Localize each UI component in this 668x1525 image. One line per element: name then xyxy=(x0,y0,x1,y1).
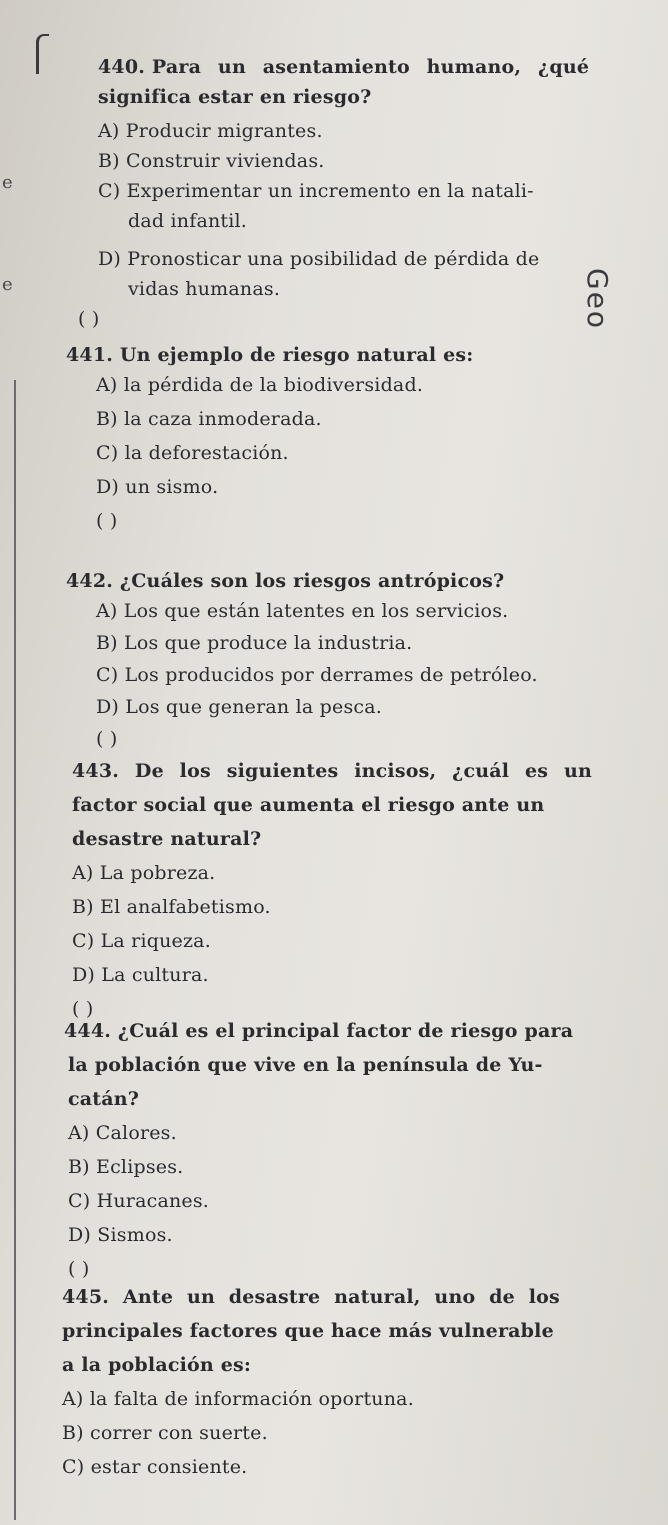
option-c-cont: dad infantil. xyxy=(128,210,248,232)
question-text xyxy=(72,756,602,786)
question-number: 444. xyxy=(64,1020,112,1042)
answer-blank[interactable]: ( ) xyxy=(96,728,118,750)
question-445 xyxy=(62,1282,592,1482)
option-b: B) Construir viviendas. xyxy=(98,150,325,172)
question-text xyxy=(66,340,596,370)
question-443 xyxy=(72,756,602,1024)
option-c: C) Huracanes. xyxy=(68,1190,210,1212)
question-line: principales factores que hace más vulnerable xyxy=(62,1320,554,1342)
option-c: C) estar consiente. xyxy=(62,1456,248,1478)
section-tab-label: Geo xyxy=(581,268,614,331)
question-442 xyxy=(66,566,596,754)
question-line: ¿Cuáles son los riesgos antrópicos? xyxy=(119,570,505,592)
question-line: De los siguientes incisos, ¿cuál es un xyxy=(134,760,592,782)
option-a: A) La pobreza. xyxy=(72,862,216,884)
question-444 xyxy=(64,1016,594,1284)
answer-blank[interactable]: ( ) xyxy=(72,998,94,1020)
question-line: Un ejemplo de riesgo natural es: xyxy=(119,344,474,366)
option-d: D) La cultura. xyxy=(72,964,209,986)
option-a: A) Calores. xyxy=(68,1122,177,1144)
question-line: catán? xyxy=(68,1088,140,1110)
question-number: 442. xyxy=(66,570,114,592)
edge-letter: e xyxy=(2,274,13,295)
option-b: B) Eclipses. xyxy=(68,1156,184,1178)
question-line: Para un asentamiento humano, ¿qué xyxy=(151,56,590,78)
option-c: C) Los producidos por derrames de petróleo. xyxy=(96,664,538,686)
page-margin-mark xyxy=(36,34,49,74)
option-d: D) Sismos. xyxy=(68,1224,173,1246)
option-d: D) un sismo. xyxy=(96,476,219,498)
option-a: A) Producir migrantes. xyxy=(98,120,323,142)
option-a: A) la falta de información oportuna. xyxy=(62,1388,414,1410)
answer-blank[interactable]: ( ) xyxy=(68,1258,90,1280)
question-line: desastre natural? xyxy=(72,828,262,850)
option-d: D) Los que generan la pesca. xyxy=(96,696,382,718)
question-line: factor social que aumenta el riesgo ante un xyxy=(72,794,545,816)
question-text xyxy=(66,566,596,596)
option-a: A) Los que están latentes en los servicios. xyxy=(96,600,509,622)
question-number: 441. xyxy=(66,344,114,366)
answer-blank[interactable]: ( ) xyxy=(96,510,118,532)
page-margin-line xyxy=(14,380,16,1520)
question-number: 440. xyxy=(98,56,146,78)
question-line: ¿Cuál es el principal factor de riesgo para xyxy=(117,1020,574,1042)
question-line: a la población es: xyxy=(62,1354,252,1376)
question-text xyxy=(62,1282,592,1312)
option-d: D) Pronosticar una posibilidad de pérdida de xyxy=(98,248,540,270)
option-b: B) El analfabetismo. xyxy=(72,896,271,918)
option-b: B) Los que produce la industria. xyxy=(96,632,413,654)
option-a: A) la pérdida de la biodiversidad. xyxy=(96,374,424,396)
question-text xyxy=(98,52,628,82)
edge-letter: e xyxy=(2,172,13,193)
answer-blank[interactable]: ( ) xyxy=(78,308,100,330)
question-line: Ante un desastre natural, uno de los xyxy=(122,1286,560,1308)
question-441 xyxy=(66,340,596,536)
option-c: C) Experimentar un incremento en la natali- xyxy=(98,180,534,202)
question-line: significa estar en riesgo? xyxy=(98,86,372,108)
question-line: la población que vive en la península de Yu- xyxy=(68,1054,543,1076)
option-b: B) correr con suerte. xyxy=(62,1422,268,1444)
question-440 xyxy=(78,52,628,334)
option-c: C) la deforestación. xyxy=(96,442,289,464)
question-number: 443. xyxy=(72,760,120,782)
option-c: C) La riqueza. xyxy=(72,930,211,952)
option-b: B) la caza inmoderada. xyxy=(96,408,322,430)
question-text xyxy=(64,1016,594,1046)
question-number: 445. xyxy=(62,1286,110,1308)
option-d-cont: vidas humanas. xyxy=(128,278,281,300)
